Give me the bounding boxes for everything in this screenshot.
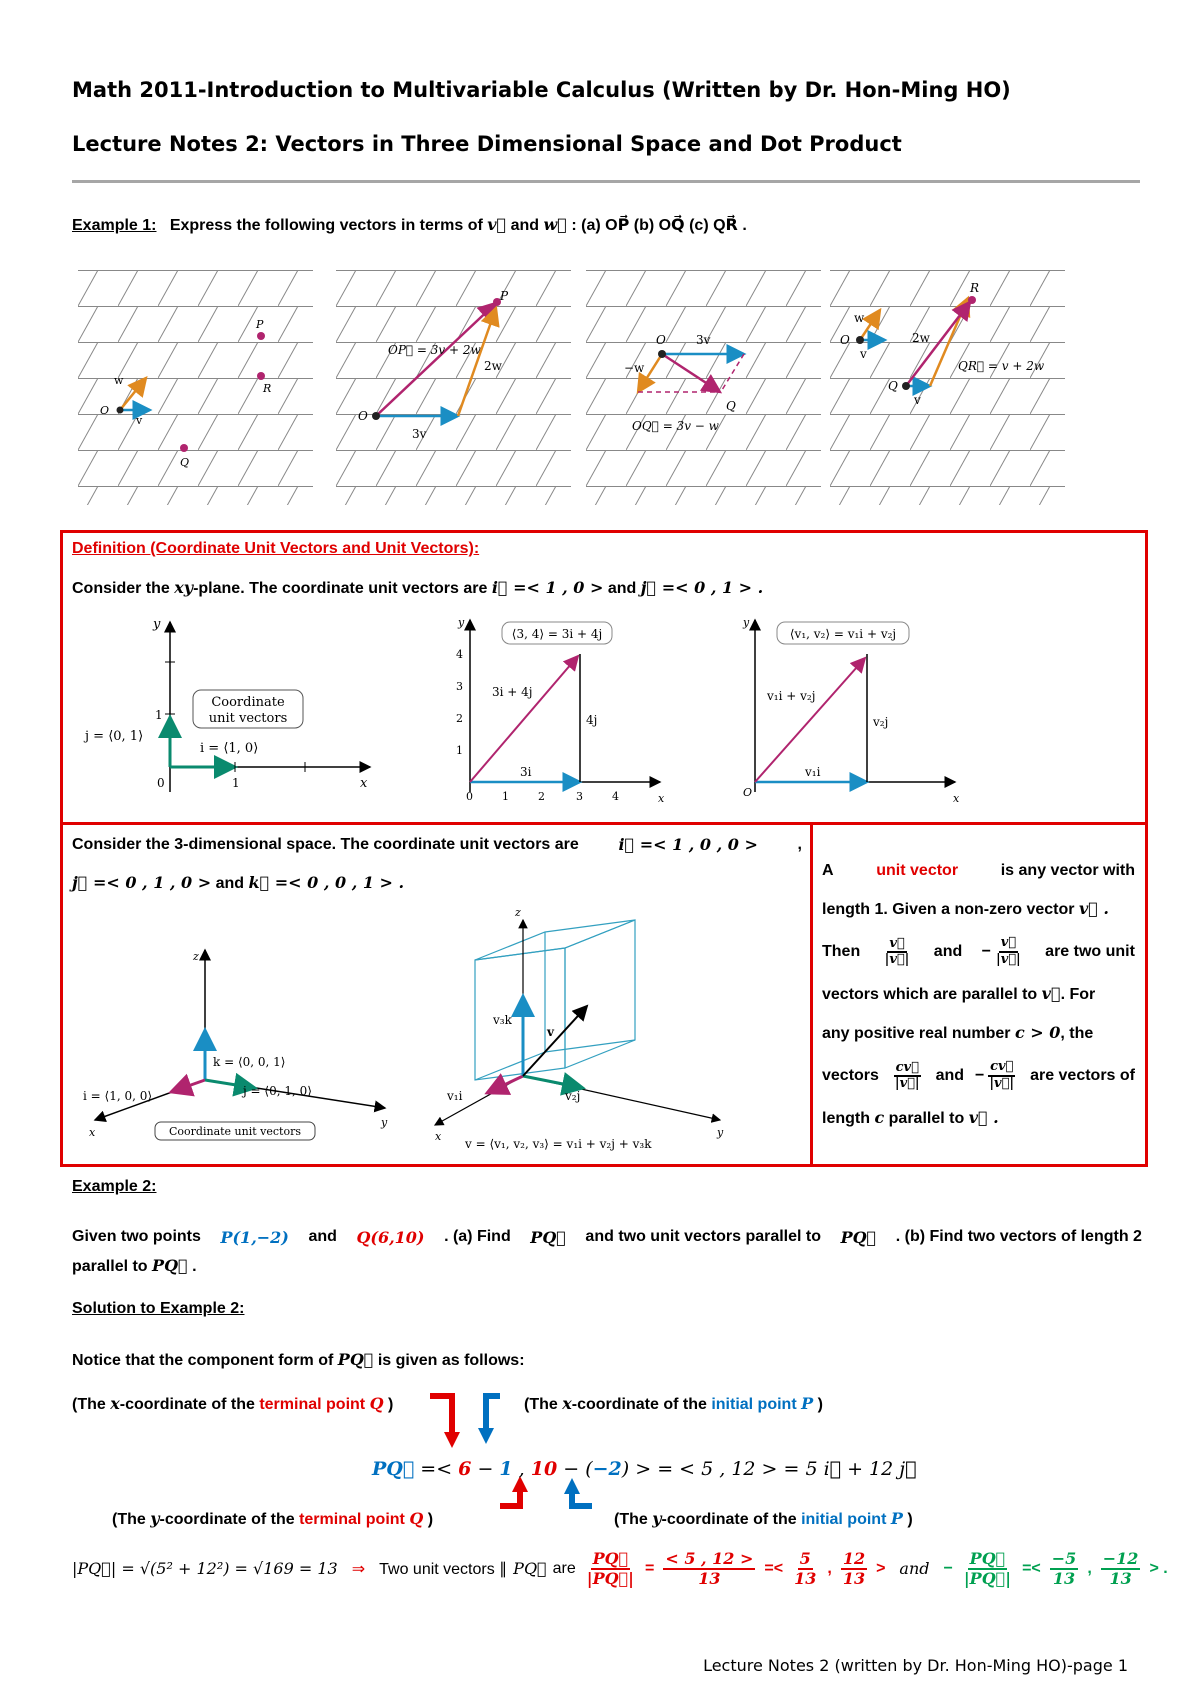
f7-num: −12 [1102,1549,1139,1568]
sol-intro: Notice that the component form of [72,1352,334,1369]
fig4-v: v [860,347,867,361]
ex2-pq1: PQ⃗ [530,1228,566,1247]
j-def: j⃗ =< 0 , 1 > . [640,578,764,597]
fig3-o: O [656,333,666,347]
plot3-y: y [743,616,750,629]
fig2-p: P [500,289,509,303]
plot2-ty2: 2 [456,712,463,725]
annotation-initial-y: (The y-coordinate of the initial point P ) [614,1509,913,1528]
plot5-v1i: v₁i [447,1089,463,1103]
plot4-y: y [381,1116,388,1129]
uv-the: , the [1060,1025,1094,1042]
figure-4 [830,270,1065,505]
uv-are-two-unit: are two unit [1045,943,1135,960]
ex2-b: . (a) Find [444,1228,511,1245]
annotation-arrows [420,1390,620,1520]
ex2-pq2: PQ⃗ [840,1228,877,1247]
plot2-x: x [658,792,665,805]
j3: j⃗ =< 0 , 1 , 0 > [72,873,212,892]
plots-3d [75,900,805,1162]
plot-3d-unit-vectors [83,950,388,1140]
two-unit-pq: PQ⃗ [513,1559,547,1579]
f5-num: PQ⃗ [969,1549,1006,1568]
plot2-tx3: 3 [576,790,583,803]
uv-frac1-num: v⃗ [887,937,906,953]
uv-frac4-den: |v⃗| [989,1075,1015,1091]
example1-w: w⃗ [543,215,567,234]
fig1-o: O [100,404,110,417]
example1-and: and [510,217,540,234]
eq-n2: −2 [592,1458,622,1480]
plot-3i-4j [456,616,665,805]
xy-plane-line [72,578,763,598]
uv-frac4-num: cv⃗ [988,1060,1015,1076]
plot3-x: x [953,792,960,805]
plot1-i: i = ⟨1, 0⟩ [200,741,259,756]
uv-length: length [822,1110,870,1127]
uv-rest1: is any vector with [1000,862,1135,879]
eq-1: 1 [499,1458,513,1480]
and: and [899,1559,930,1579]
plot2-3i: 3i [520,765,532,779]
plot5-x: x [435,1130,442,1143]
three-d-text: Consider the 3-dimensional space. The coordinate unit vectors are [72,836,579,853]
f2-den: 13 [698,1568,721,1588]
uv-parallel-to: parallel to [888,1110,965,1127]
plot5-z: z [515,906,521,919]
eq2: =< [764,1559,784,1577]
ex2-pq3: PQ⃗ [152,1256,188,1275]
i3: i⃗ =< 1 , 0 , 0 > [618,835,758,854]
plot3-seg: v₁i + v₂j [767,689,816,703]
plot2-tx4: 4 [612,790,619,803]
figure-1 [78,270,313,505]
f6-num: −5 [1051,1549,1077,1568]
f3-den: 13 [794,1568,817,1588]
two-unit: Two unit vectors ∥ [379,1560,508,1578]
ex2-a: Given two points [72,1228,201,1245]
eq-pq: PQ⃗ [372,1458,415,1480]
plot1-box-1: Coordinate [211,695,285,710]
uv-frac3-den: |v⃗| [894,1076,920,1091]
sol-intro-end: is given as follows: [377,1352,525,1369]
fig1-v: v [136,414,143,427]
example1-line [72,215,747,235]
fig3-q: Q [726,399,736,413]
example1-parts: : (a) OP⃗ (b) OQ⃗ (c) QR⃗ . [571,217,747,234]
unit-vector-text [822,852,1135,1138]
fig4-q: Q [888,379,898,393]
uv-then: Then [822,943,861,960]
uv-term: unit vector [876,862,959,879]
plot3-v2j: v₂j [873,715,889,729]
plot2-tx0: 0 [466,790,473,803]
fig4-v2: v [914,393,921,407]
f2-num: < 5 , 12 > [665,1549,754,1568]
uv-minus2: − [974,1067,985,1084]
i-def: i⃗ =< 1 , 0 > [491,578,604,597]
c2: , [1087,1559,1092,1577]
uv-are-vectors-of: are vectors of [1030,1067,1135,1084]
fig4-o: O [840,333,850,347]
three-d-and: and [215,875,245,892]
f5-den: |PQ⃗| [963,1568,1012,1588]
fig2-o: O [358,409,368,423]
plot5-v3k: v₃k [493,1013,512,1027]
fig4-w: w [854,311,865,325]
ex2-d: . (b) Find two vectors of length 2 [895,1228,1142,1245]
example2-line2 [72,1256,197,1276]
three-d-paragraph: Consider the 3-dimensional space. The coordinate unit vectors are i⃗ =< 1 , 0 , 0 > , j⃗ =< 0 , 1 , 0 > and k⃗ =< 0 , 0 , 1 > . [72,826,802,903]
c1: , [827,1559,832,1577]
plot1-x: x [360,776,368,791]
plot1-j: j = ⟨0, 1⟩ [85,729,144,744]
plot-3d-vector-components [435,900,724,1151]
plot2-ty3: 3 [456,680,463,693]
uv-and1: and [933,943,963,960]
eq-comma: , [512,1458,531,1480]
uv-v: v⃗ . [1078,899,1109,918]
fig1-q: Q [180,456,190,469]
uv-v2: v⃗ [1041,984,1061,1003]
uv-line2: length 1. Given a non-zero vector [822,901,1075,918]
uv-and2: and [935,1067,965,1084]
plot2-ty4: 4 [456,648,463,661]
plot4-x: x [89,1126,96,1139]
plot1-one-x: 1 [232,776,240,790]
plot3-o: O [743,786,753,799]
neg: − [943,1559,953,1577]
uv-for: . For [1060,986,1096,1003]
eq3: =< [1022,1559,1041,1577]
eq-6: 6 [458,1458,472,1480]
plot4-k: k = ⟨0, 0, 1⟩ [213,1055,286,1069]
plot4-z: z [193,950,199,963]
plot5-y: y [717,1126,724,1139]
annotation-terminal-x: (The x-coordinate of the terminal point Q ) [72,1394,394,1413]
fig4-r: R [970,281,980,295]
ex2-and: and [308,1228,337,1245]
plot1-one-y: 1 [155,708,163,722]
course-title: Math 2011-Introduction to Multivariable Calculus (Written by Dr. Hon-Ming HO) [72,78,1011,102]
uv-frac3-num: cv⃗ [894,1061,921,1077]
plot2-label: ⟨3, 4⟩ = 3i + 4j [511,627,603,641]
plot2-ty1: 1 [456,744,463,757]
plot4-i: i = ⟨1, 0, 0⟩ [83,1089,153,1103]
pq-equation [372,1458,917,1481]
f1-den: |PQ⃗| [586,1568,634,1588]
gt1: > [876,1559,886,1577]
unit-vectors-line [72,1550,1168,1587]
f4-num: 12 [842,1549,866,1568]
plot5-caption: v = ⟨v₁, v₂, v₃⟩ = v₁i + v₂j + v₃k [465,1137,652,1151]
solution-intro [72,1350,525,1370]
eq-rest: ) > = < 5 , 12 > = 5 i⃗ + 12 j⃗ [621,1458,917,1480]
mag: |PQ⃗| = √(5² + 12²) = √169 = 13 [72,1559,338,1579]
definition-heading: Definition (Coordinate Unit Vectors and Unit Vectors): [72,540,480,557]
xy-var: xy [174,578,194,597]
plot5-v: v [547,1025,554,1039]
fig4-qr-label: QR⃗ = v + 2w [958,359,1045,373]
figure-2 [336,270,571,505]
plot3-label: ⟨v₁, v₂⟩ = v₁i + v₂j [789,627,897,641]
uv-minus1: − [981,943,991,960]
example2-line1 [72,1228,1142,1247]
figure-3 [586,270,821,505]
ex2-c: and two unit vectors parallel to [585,1228,822,1245]
k3: k⃗ =< 0 , 0 , 1 > . [248,873,405,892]
plot1-y: y [153,617,161,632]
uv-vectors: vectors [822,1067,879,1084]
f1-num: PQ⃗ [592,1549,629,1568]
fig2-op-label: OP⃗ = 3v + 2w [388,343,481,357]
uv-v3: v⃗ . [968,1108,999,1127]
plot2-tx2: 2 [538,790,545,803]
plot2-seg: 3i + 4j [492,685,533,699]
eq-open: =< [414,1458,459,1480]
uv-frac1-den: |v⃗| [884,952,910,967]
fig1-r: R [263,382,272,395]
implies: ⇒ [351,1560,366,1578]
annotation-terminal-y: (The y-coordinate of the terminal point Q ) [112,1509,434,1528]
example1-prompt: Express the following vectors in terms of [169,217,483,234]
fig1-p: P [256,318,264,331]
fig3-minus-w: −w [624,361,645,375]
plot1-box-2: unit vectors [208,711,288,726]
plot2-y: y [458,616,465,629]
plots-2d [75,612,1135,822]
plot4-j: j = ⟨0, 1, 0⟩ [243,1084,312,1098]
eq-minus2: − ( [557,1458,593,1480]
eq1: = [645,1559,655,1577]
f6-den: 13 [1052,1568,1076,1588]
uv-c: c [874,1108,885,1127]
xy-text-1: Consider the [72,580,175,597]
uv-line4: vectors which are parallel to [822,986,1038,1003]
plot-v1i-v2j [742,616,960,805]
example2-label: Example 2: [72,1178,157,1195]
xy-and: and [607,580,637,597]
ex2-p: P(1,−2) [220,1228,289,1247]
solution-label: Solution to Example 2: [72,1300,245,1317]
sol-intro-pq: PQ⃗ [337,1350,374,1369]
fig1-w: w [114,374,124,387]
fig3-3v: 3v [696,333,711,347]
example1-label: Example 1: [72,217,157,234]
gt2: > . [1149,1559,1168,1577]
eq-10: 10 [530,1458,558,1480]
example1-v: v⃗ [487,215,507,234]
f7-den: 13 [1109,1568,1132,1588]
fig2-2w: 2w [484,359,502,373]
plot1-zero: 0 [157,776,165,790]
ex2-q: Q(6,10) [356,1228,425,1247]
ex2-line2-end: . [192,1258,197,1275]
title-divider [72,180,1140,183]
uv-a: A [822,862,834,879]
xy-text-2: -plane. The coordinate unit vectors are [193,580,492,597]
annotation-initial-x: (The x-coordinate of the initial point P ) [524,1394,823,1413]
ex2-line2: parallel to [72,1258,148,1275]
uv-frac2-den: |v⃗| [995,951,1021,967]
uv-cgt: c > 0 [1014,1023,1061,1042]
uv-line5: any positive real number [822,1025,1011,1042]
plot4-box: Coordinate unit vectors [169,1125,301,1138]
f3-num: 5 [799,1549,811,1568]
example1-figures [78,270,1148,510]
are: are [552,1559,576,1577]
f4-den: 13 [842,1568,866,1588]
eq-minus: − [471,1458,500,1480]
fig2-3v: 3v [412,427,427,441]
lecture-title: Lecture Notes 2: Vectors in Three Dimensional Space and Dot Product [72,132,902,156]
plot-coordinate-unit-vectors [83,617,370,792]
fig4-2w: 2w [912,331,930,345]
plot2-4j: 4j [586,713,598,727]
plot5-v2j: v₂j [565,1089,581,1103]
plot2-tx1: 1 [502,790,509,803]
plot3-v1i: v₁i [805,765,821,779]
fig3-oq-label: OQ⃗ = 3v − w [632,419,719,433]
footer: Lecture Notes 2 (written by Dr. Hon-Ming HO)-page 1 [703,1656,1128,1675]
uv-frac2-num: v⃗ [999,936,1018,952]
